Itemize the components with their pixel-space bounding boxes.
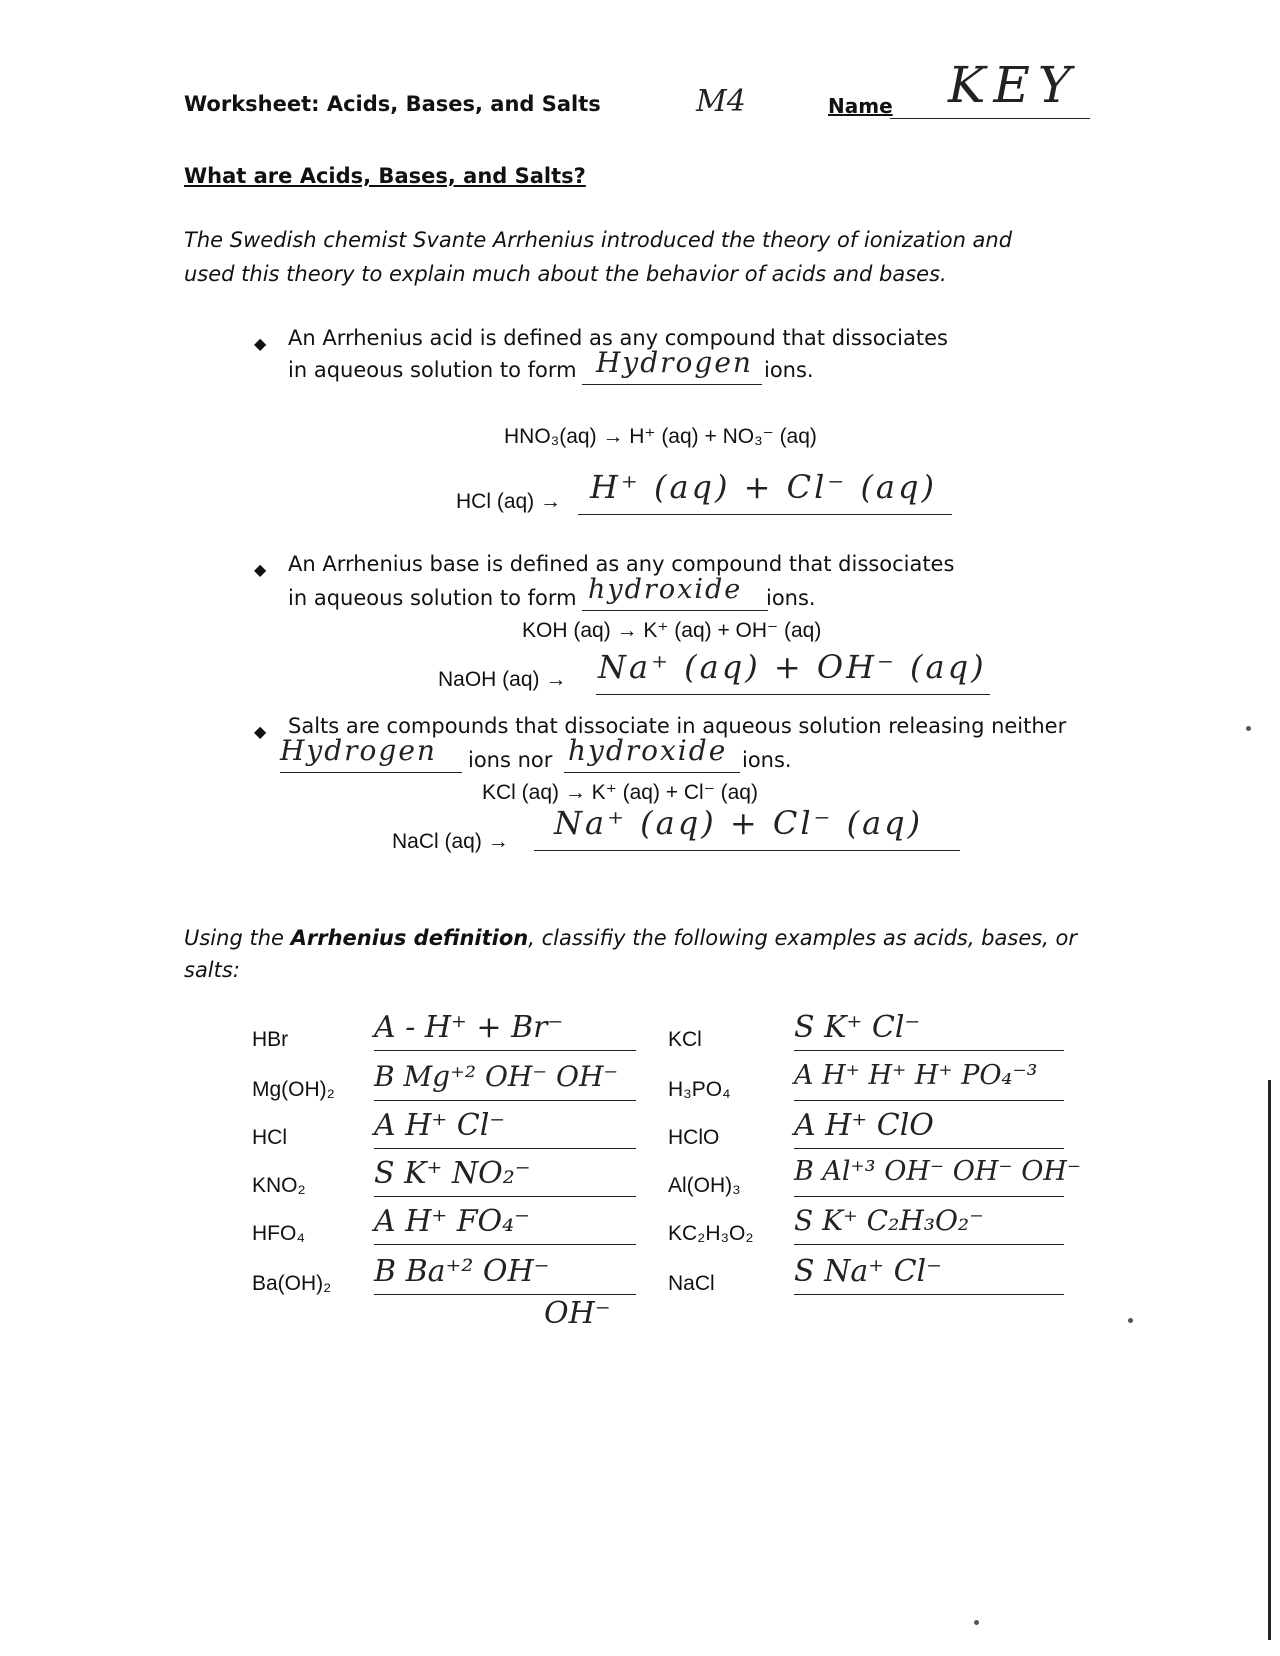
formula: KNO₂: [252, 1174, 306, 1197]
answer-extra: OH⁻: [544, 1296, 611, 1331]
salt-answer2: hydroxide: [568, 734, 728, 767]
acid-equation-left: HCl (aq) →: [456, 490, 562, 513]
base-equation-left: NaOH (aq) →: [438, 668, 567, 691]
bullet-icon: ◆: [254, 560, 267, 579]
base-answer-blank: [582, 574, 768, 611]
answer: A H⁺ H⁺ H⁺ PO₄⁻³: [794, 1060, 1064, 1101]
formula: HCl: [252, 1126, 287, 1149]
salt-definition-suffix: ions.: [742, 748, 792, 772]
salt-equation-answer: Na⁺ (aq) + Cl⁻ (aq): [554, 804, 924, 842]
answer: S K⁺ NO₂⁻: [374, 1156, 636, 1197]
section-heading: What are Acids, Bases, and Salts?: [184, 164, 586, 188]
answer: A H⁺ FO₄⁻: [374, 1204, 636, 1245]
salt-equation-left: NaCl (aq) →: [392, 830, 509, 853]
base-definition-line1: An Arrhenius base is defined as any compound that dissociates: [288, 552, 955, 576]
answer: A - H⁺ + Br⁻: [374, 1010, 636, 1051]
scan-speck: [974, 1620, 979, 1625]
formula: Ba(OH)₂: [252, 1272, 332, 1295]
intro-line-1: The Swedish chemist Svante Arrhenius introduced the theory of ionization and: [184, 228, 1013, 252]
formula: HClO: [668, 1126, 720, 1149]
acid-definition-prefix: in aqueous solution to form: [288, 358, 577, 382]
formula: Al(OH)₃: [668, 1174, 741, 1197]
formula: HFO₄: [252, 1222, 305, 1245]
scan-speck: [1128, 1318, 1133, 1323]
acid-equation-blank: [578, 468, 952, 515]
base-example-equation: KOH (aq) → K⁺ (aq) + OH⁻ (aq): [522, 619, 822, 642]
salt-answer1: Hydrogen: [280, 734, 437, 767]
answer: A H⁺ ClO: [794, 1108, 1064, 1149]
answer: A H⁺ Cl⁻: [374, 1108, 636, 1149]
classify-instruction-line2: salts:: [184, 958, 240, 982]
name-field: [890, 56, 1090, 119]
acid-definition-line1: An Arrhenius acid is defined as any compound that dissociates: [288, 326, 948, 350]
bullet-icon: ◆: [254, 334, 267, 353]
name-value: KEY: [948, 56, 1079, 114]
answer: B Mg⁺² OH⁻ OH⁻: [374, 1060, 636, 1101]
acid-definition-suffix: ions.: [764, 358, 814, 382]
base-equation-blank: [596, 650, 990, 695]
acid-equation-answer: H⁺ (aq) + Cl⁻ (aq): [590, 468, 937, 506]
bullet-icon: ◆: [254, 722, 267, 741]
base-definition-prefix: in aqueous solution to form: [288, 586, 577, 610]
salt-answer1-blank: [280, 734, 462, 773]
salt-definition-mid: ions nor: [468, 748, 553, 772]
answer: S Na⁺ Cl⁻: [794, 1254, 1064, 1295]
acid-answer: Hydrogen: [596, 346, 753, 379]
formula: Mg(OH)₂: [252, 1078, 335, 1101]
period-note: M4: [696, 84, 746, 119]
formula: KC₂H₃O₂: [668, 1222, 754, 1245]
answer: B Al⁺³ OH⁻ OH⁻ OH⁻: [794, 1156, 1064, 1197]
intro-line-2: used this theory to explain much about the behavior of acids and bases.: [184, 262, 947, 286]
answer: B Ba⁺² OH⁻: [374, 1254, 636, 1295]
answer: S K⁺ Cl⁻: [794, 1010, 1064, 1051]
formula: HBr: [252, 1028, 289, 1051]
base-definition-suffix: ions.: [766, 586, 816, 610]
acid-example-equation: HNO₃(aq) → H⁺ (aq) + NO₃⁻ (aq): [504, 425, 817, 448]
scan-speck: [1246, 726, 1251, 731]
salt-definition-line1: Salts are compounds that dissociate in aqueous solution releasing neither: [288, 714, 1067, 738]
acid-answer-blank: [582, 346, 762, 385]
name-label: Name: [828, 94, 893, 118]
scan-edge-line: [1268, 1080, 1271, 1640]
base-equation-answer: Na⁺ (aq) + OH⁻ (aq): [598, 648, 987, 686]
worksheet-title: Worksheet: Acids, Bases, and Salts: [184, 92, 601, 116]
salt-example-equation: KCl (aq) → K⁺ (aq) + Cl⁻ (aq): [482, 781, 758, 804]
salt-equation-blank: [534, 804, 960, 851]
formula: KCl: [668, 1028, 702, 1051]
classify-instruction-line1: Using the Arrhenius definition, classifiy the following examples as acids, bases, or: [184, 926, 1078, 950]
formula: NaCl: [668, 1272, 715, 1295]
answer: S K⁺ C₂H₃O₂⁻: [794, 1204, 1064, 1245]
formula: H₃PO₄: [668, 1078, 731, 1101]
base-answer: hydroxide: [588, 574, 743, 605]
salt-answer2-blank: [564, 734, 740, 773]
